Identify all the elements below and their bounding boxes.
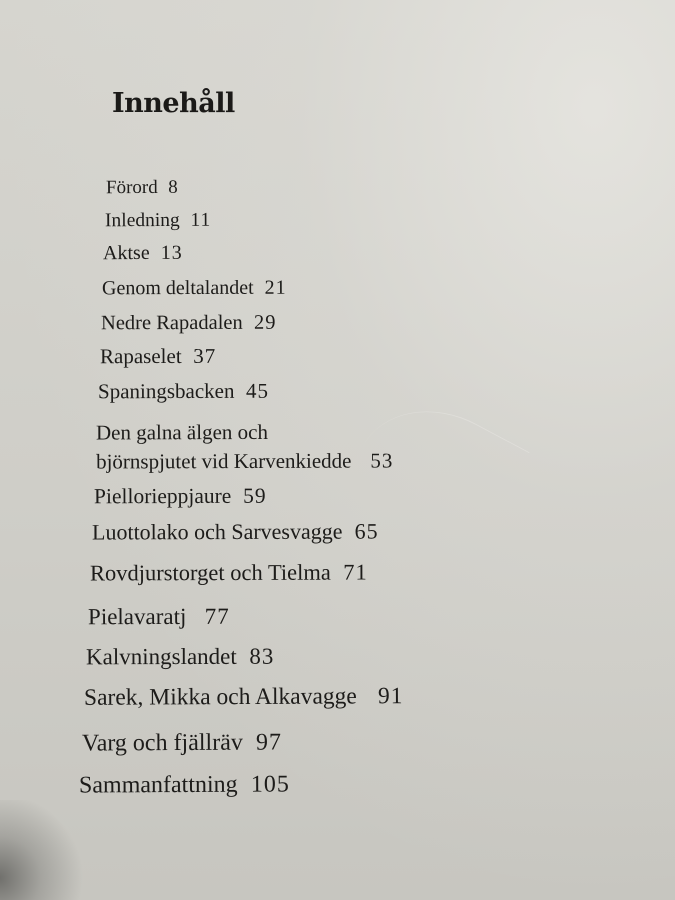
toc-entry-page: 21 [264,276,287,299]
toc-entry [90,560,368,586]
toc-entry [100,345,216,369]
toc-entry [105,210,211,232]
toc-entry-title-line1: Den galna älgen och [95,419,269,445]
toc-entry-page: 53 [370,448,394,473]
toc-entry-title-line2: björnspjutet vid Karvenkiedde [96,448,352,474]
toc-entry [102,277,287,300]
toc-entry [92,519,379,545]
toc-entry-page: 11 [190,209,212,231]
toc-entry-title: Förord [105,176,158,199]
toc-entry-page: 105 [250,771,290,798]
toc-entry-title: Piellorieppjaure [93,483,232,509]
toc-entry [84,683,404,711]
toc-entry-title: Spaningsbacken [97,378,235,404]
toc-entry-page: 8 [168,176,179,198]
toc-entry [98,380,269,404]
toc-entry-page: 29 [253,311,277,334]
toc-heading: Innehåll [112,88,235,119]
toc-entry-title: Sammanfattning [78,771,238,799]
toc-entry [106,177,179,199]
toc-entry [103,242,183,265]
toc-entry [86,644,274,670]
toc-entry [88,604,230,630]
toc-entry-title: Sarek, Mikka och Alkavagge [83,683,357,711]
toc-entry-page: 97 [255,729,283,756]
toc-entry-title: Inledning [104,209,180,232]
toc-entry-title: Rapaselet [99,343,182,369]
toc-entry-page: 65 [354,518,379,544]
toc-entry-page: 45 [245,378,270,403]
toc-entry-title: Kalvningslandet [85,643,237,670]
toc-entry-page: 77 [204,603,230,629]
toc-entry-title: Nedre Rapadalen [100,311,243,335]
toc-entry-title: Rovdjurstorget och Tielma [89,559,331,586]
toc-entry-page: 13 [160,241,183,264]
toc-entry-page: 91 [377,683,404,710]
toc-entry-two-line [96,417,394,476]
toc-entry-title: Aktse [102,241,150,265]
toc-entry-title: Pielavaratj [87,603,187,630]
toc-entry [79,771,290,799]
toc-entry-page: 83 [249,643,275,669]
toc-entry-page: 59 [243,483,267,508]
toc-entry-page: 71 [343,559,368,585]
toc-entry-page: 37 [193,343,217,368]
toc-entry [94,484,267,509]
toc-entry [101,312,277,336]
corner-shadow [0,800,90,900]
toc-entry-title: Genom deltalandet [101,276,254,300]
toc-entry-title: Luottolako och Sarvesvagge [91,518,343,545]
toc-entry [82,729,282,757]
toc-entry-title: Varg och fjällräv [81,729,243,757]
